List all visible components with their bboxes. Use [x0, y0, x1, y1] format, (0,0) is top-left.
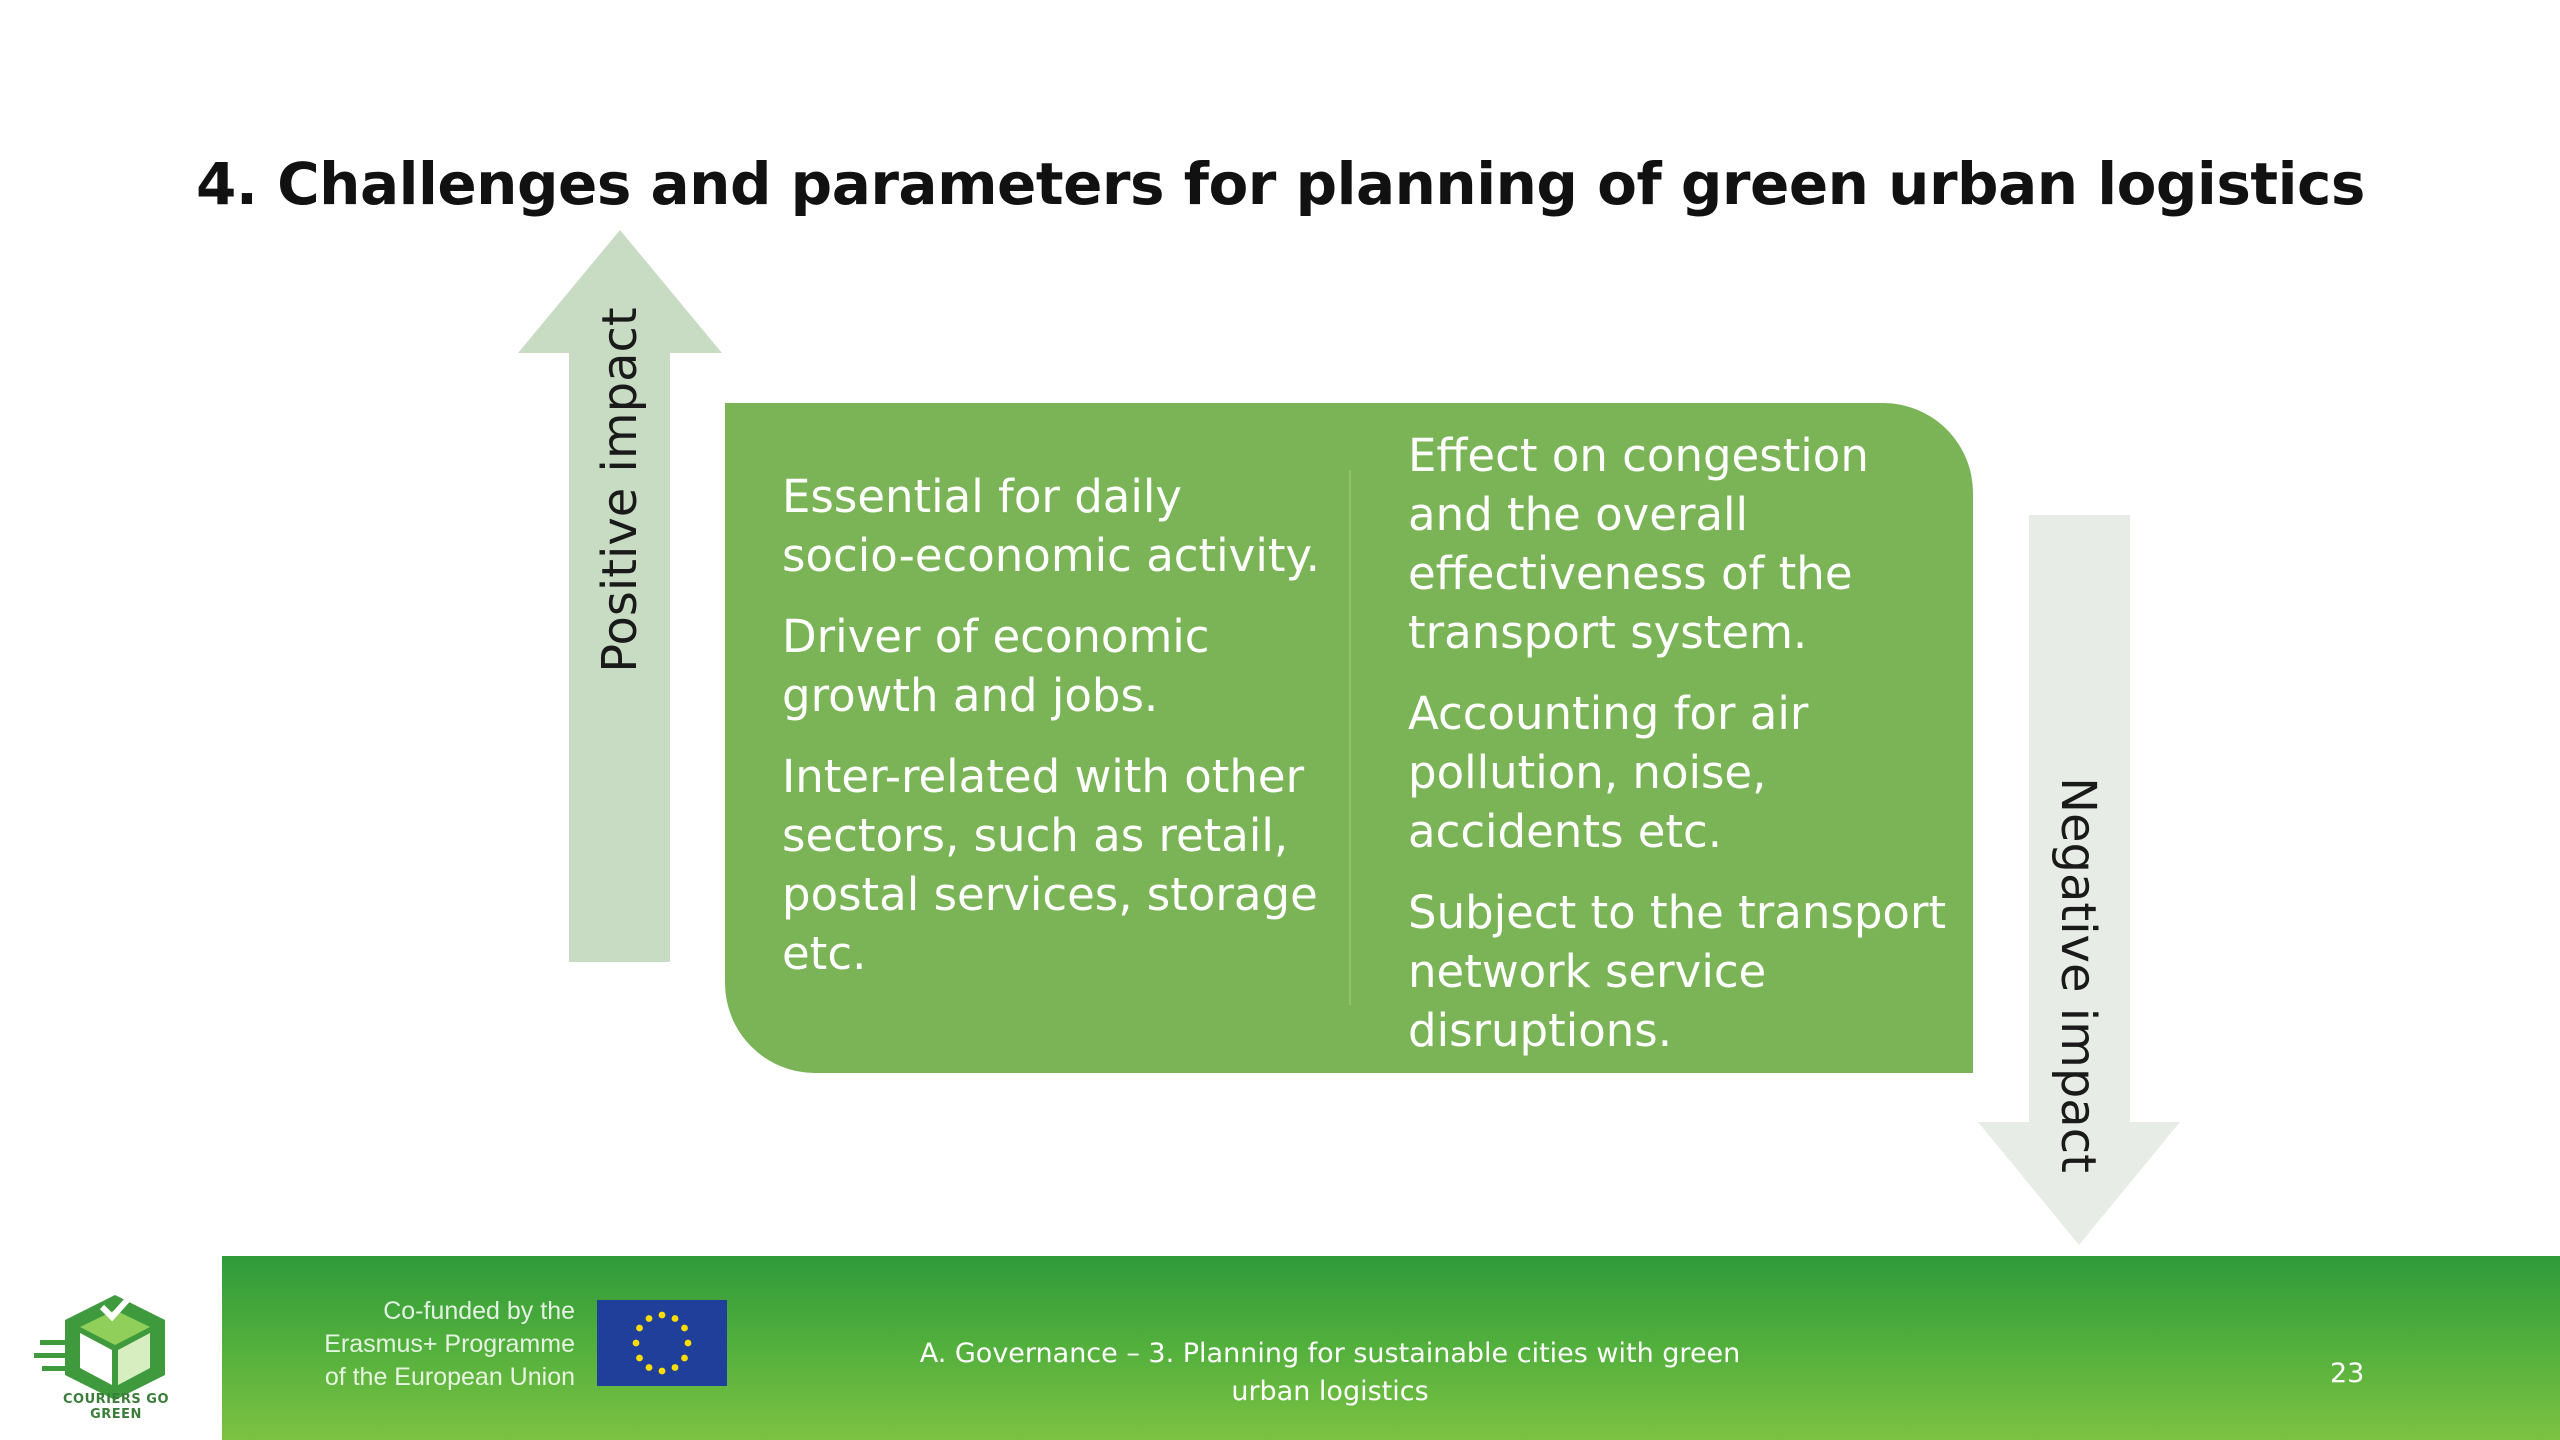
logo-text: COURIERS GO GREEN	[63, 1392, 169, 1422]
footer-caption	[830, 1335, 1830, 1411]
negative-item: Effect on congestion and the overall effectiveness of the transport system.	[1408, 429, 1869, 659]
negative-impact-label: Negative impact	[2050, 777, 2106, 1173]
cofund-line: Erasmus+ Programme	[324, 1330, 575, 1358]
page-number: 23	[2330, 1358, 2365, 1389]
positive-item: Inter-related with other sectors, such as retail, postal services, storage etc.	[782, 750, 1318, 980]
positive-item: Essential for daily socio-economic activity.	[782, 470, 1320, 582]
positive-impact-label: Positive impact	[592, 307, 648, 673]
box-divider	[1349, 470, 1351, 1005]
cofund-line: Co-funded by the	[383, 1297, 575, 1325]
slide-title: 4. Challenges and parameters for planning of green urban logistics	[196, 150, 2365, 218]
footer-caption-line: A. Governance – 3. Planning for sustainable cities with green	[919, 1338, 1741, 1369]
negative-list	[1408, 426, 1953, 1082]
cofund-statement	[270, 1295, 575, 1394]
negative-item: Subject to the transport network service disruptions.	[1408, 886, 1947, 1057]
cofund-line: of the European Union	[324, 1363, 575, 1391]
positive-item: Driver of economic growth and jobs.	[782, 610, 1210, 722]
positive-list	[782, 467, 1322, 1005]
eu-flag-icon	[597, 1300, 727, 1386]
negative-item: Accounting for air pollution, noise, accidents etc.	[1408, 687, 1809, 858]
footer-caption-line: urban logistics	[1231, 1376, 1429, 1407]
